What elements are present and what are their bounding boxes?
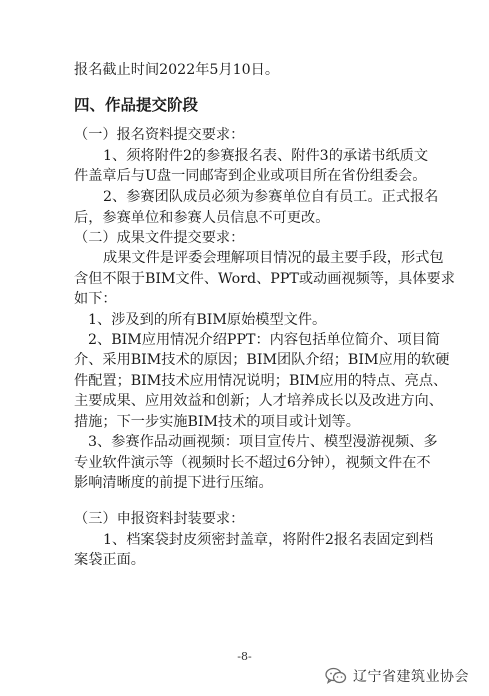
- paragraph-line: 成果文件是评委会理解项目情况的最主要手段，形式包: [103, 250, 444, 266]
- paragraph-line: 2、参赛团队成员必须为参赛单位自有员工。正式报名: [103, 189, 439, 205]
- paragraph-line: 措施；下一步实施BIM技术的项目或计划等。: [74, 414, 360, 430]
- subsection-heading: （一）报名资料提交要求：: [74, 127, 245, 143]
- paragraph-line: 专业软件演示等（视频时长不超过6分钟），视频文件在不: [74, 455, 431, 471]
- wechat-watermark: [321, 664, 473, 688]
- paragraph-line: 案袋正面。: [74, 552, 145, 568]
- paragraph-line: 含但不限于BIM文件、Word、PPT或动画视频等，具体要求: [74, 271, 455, 287]
- paragraph-line: 1、档案袋封皮须密封盖章，将附件2报名表固定到档: [103, 532, 434, 548]
- paragraph-line: 后，参赛单位和参赛人员信息不可更改。: [74, 210, 330, 226]
- paragraph-line: 件配置；BIM技术应用情况说明；BIM应用的特点、亮点、: [74, 373, 448, 389]
- watermark-text: 辽宁省建筑业协会: [353, 669, 469, 685]
- paragraph-line: 主要成果、应用效益和创新；人才培养成长以及改进方向、: [74, 393, 443, 409]
- paragraph-line: 2、BIM应用情况介绍PPT：内容包括单位简介、项目简: [88, 332, 440, 348]
- subsection-heading: （二）成果文件提交要求：: [74, 230, 245, 246]
- paragraph-line: 如下：: [74, 291, 117, 307]
- paragraph-line: 3、参赛作品动画视频：项目宣传片、模型漫游视频、多: [88, 434, 438, 450]
- subsection-heading: （三）申报资料封装要求：: [74, 511, 245, 527]
- paragraph-line: 报名截止时间2022年5月10日。: [74, 62, 280, 78]
- paragraph-line: 影响清晰度的前提下进行压缩。: [74, 475, 273, 491]
- paragraph-line: 件盖章后与U盘一同邮寄到企业或项目所在省份组委会。: [74, 168, 427, 184]
- paragraph-line: 1、涉及到的所有BIM原始模型文件。: [88, 312, 327, 328]
- paragraph-line: 介、采用BIM技术的原因；BIM团队介绍；BIM应用的软硬: [74, 352, 450, 368]
- section-heading: 四、作品提交阶段: [74, 96, 199, 114]
- page-number: -8-: [237, 650, 252, 663]
- paragraph-line: 1、须将附件2的参赛报名表、附件3的承诺书纸质文: [103, 148, 429, 164]
- wechat-icon: [325, 667, 347, 685]
